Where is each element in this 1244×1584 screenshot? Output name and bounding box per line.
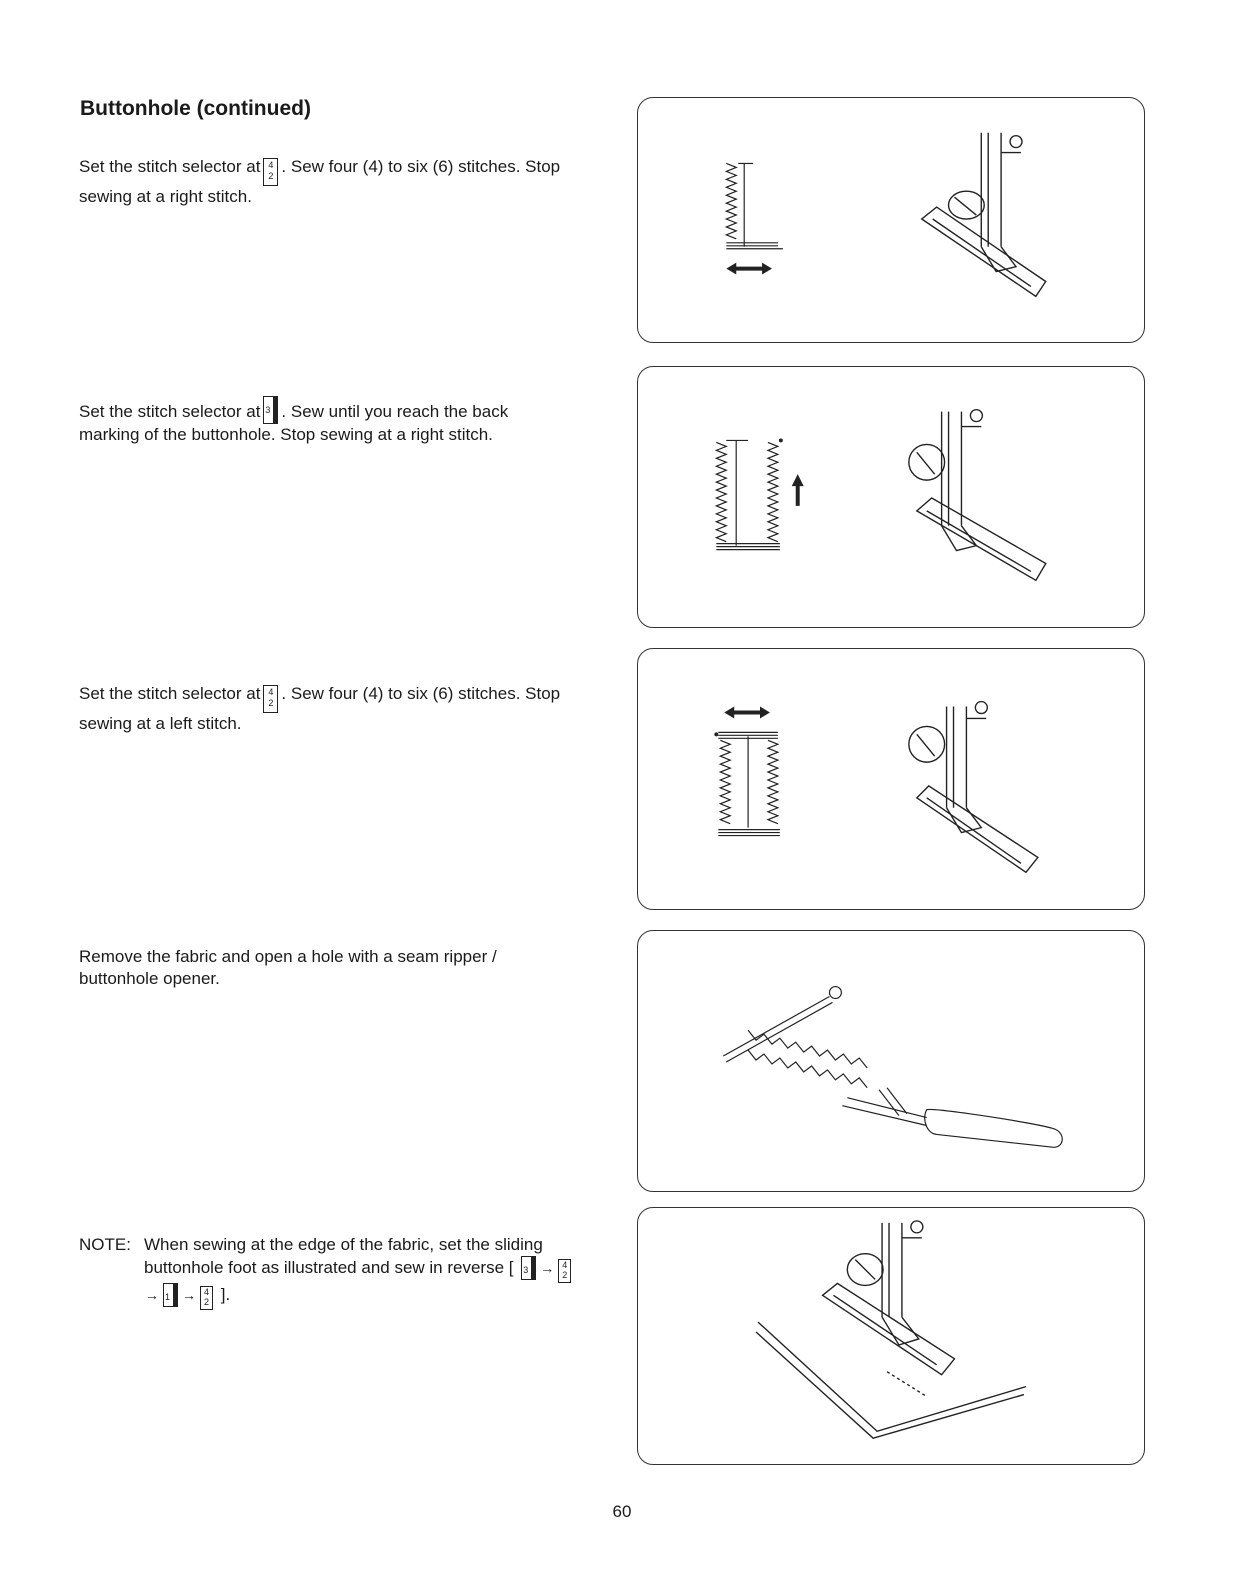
- arrow-icon: →: [145, 1287, 159, 1303]
- step-1-text: [79, 156, 569, 208]
- step-3-before: Set the stitch selector at: [79, 684, 261, 703]
- note-text: When sewing at the edge of the fabric, set the sliding buttonhole foot as illustrated and sew in reverse [: [144, 1235, 543, 1277]
- arrow-icon: →: [540, 1260, 555, 1276]
- note-close: ].: [220, 1285, 231, 1304]
- illustration-panel-2: [637, 366, 1145, 628]
- stitch-selector-3-icon: 3: [521, 1256, 536, 1280]
- step-1-before: Set the stitch selector at: [79, 157, 261, 176]
- stitch-selector-1-icon: 1: [163, 1283, 178, 1307]
- arrow-icon: →: [182, 1287, 196, 1303]
- note-body: [144, 1234, 579, 1310]
- seam-ripper-illustration: [638, 931, 1144, 1191]
- page-number: 60: [612, 1502, 632, 1521]
- illustration-panel-5: [637, 1207, 1145, 1465]
- step-2-after: . Sew until you reach the back marking of the buttonhole. Stop sewing at a right stitch.: [79, 402, 509, 444]
- step-3-text: [79, 683, 569, 735]
- stitch-selector-4-2-icon: 4 2: [558, 1259, 571, 1283]
- step-2-before: Set the stitch selector at: [79, 402, 261, 421]
- step-2-text: [79, 396, 569, 446]
- stitch-selector-4-2-icon: 4 2: [200, 1286, 213, 1310]
- illustration-panel-4: [637, 930, 1145, 1192]
- buttonhole-left-row-illustration: [638, 367, 1144, 627]
- stitch-selector-4-2-icon: 4 2: [263, 158, 278, 186]
- buttonhole-back-bartack-illustration: [638, 649, 1144, 909]
- note: [79, 1234, 579, 1310]
- stitch-selector-3-icon: 3: [263, 396, 278, 424]
- step-3-after: . Sew four (4) to six (6) stitches. Stop sewing at a left stitch.: [79, 684, 561, 733]
- buttonhole-front-bartack-illustration: [638, 98, 1144, 342]
- step-1-after: . Sew four (4) to six (6) stitches. Stop sewing at a right stitch.: [79, 157, 561, 206]
- step-4-text: Remove the fabric and open a hole with a seam ripper / buttonhole opener.: [79, 947, 497, 988]
- note-label: NOTE:: [79, 1235, 131, 1254]
- illustration-panel-1: [637, 97, 1145, 343]
- stitch-selector-4-2-icon: 4 2: [263, 685, 278, 713]
- page-title: Buttonhole (continued): [80, 97, 311, 120]
- illustration-panel-3: [637, 648, 1145, 910]
- edge-buttonhole-illustration: [638, 1208, 1144, 1464]
